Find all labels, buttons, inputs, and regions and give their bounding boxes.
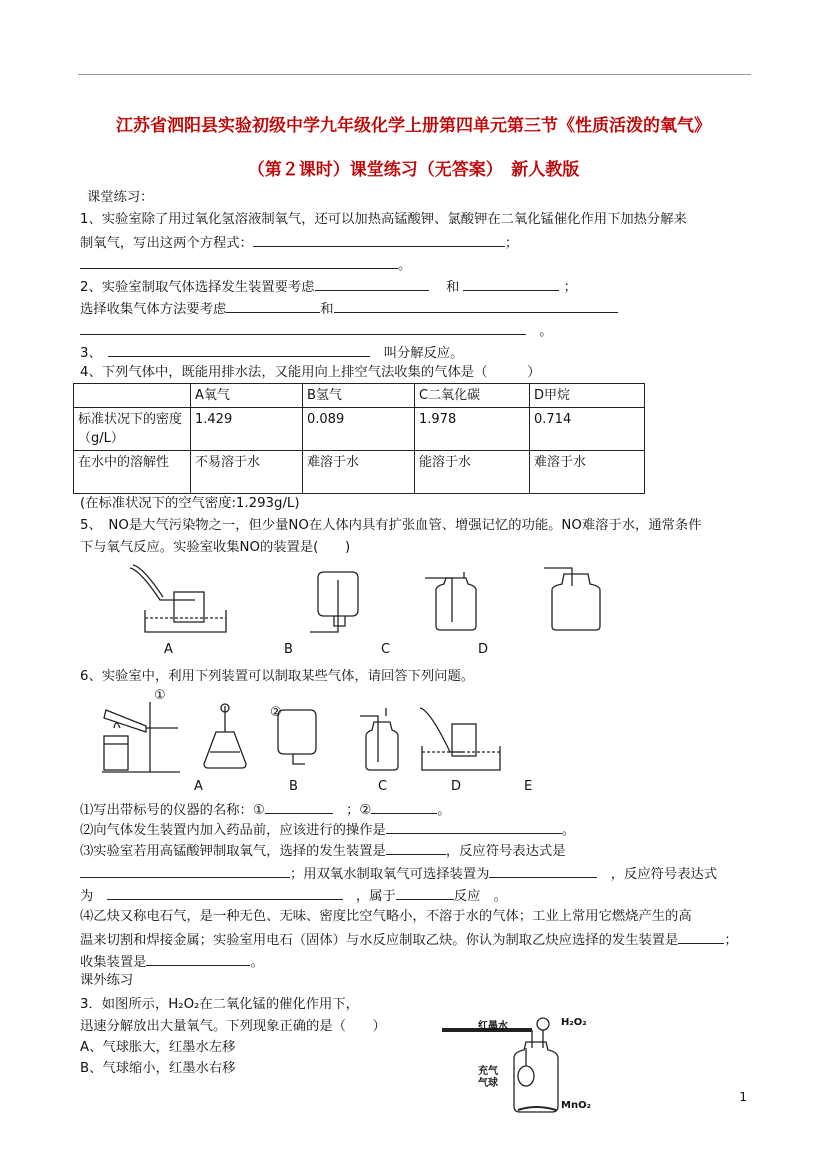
table-cell: 能溶于水 [415, 451, 530, 494]
q6-p4-blank-2[interactable] [146, 952, 250, 966]
q4-question: 4、下列气体中，既能用排水法，又能用向上排空气法收集的气体是（ ） [80, 365, 541, 380]
q6-p3-text-g: 反应 。 [453, 889, 507, 904]
table-cell: B氢气 [303, 384, 415, 408]
q2-blank-1[interactable] [315, 277, 429, 291]
q6-p3-text-a: ⑶实验室若用高锰酸钾制取氧气，选择的发生装置是 [80, 844, 386, 859]
q1-blank-2[interactable] [80, 255, 398, 269]
q6-p3-blank-1[interactable] [386, 841, 446, 855]
table-cell: 标准状况下的密度（g/L） [74, 408, 191, 451]
q6-marker-2: ② [270, 705, 282, 720]
q5-label-c: C [381, 642, 391, 657]
q5-apparatus-b [310, 572, 358, 632]
q6-part4-line2 [80, 930, 738, 950]
q3-line [80, 343, 463, 363]
q6-p4-text: 温来切割和焊接金属；实验室用电石（固体）与水反应制取乙炔。你认为制取乙炔应选择的发生装置是 [80, 933, 679, 948]
q1-blank-1[interactable] [253, 233, 505, 247]
q6-p1-blank-1[interactable] [265, 800, 333, 814]
q2-semi: ； [563, 280, 577, 295]
q6-p2-text: ⑵向气体发生装置内加入药品前，应该进行的操作是 [80, 823, 386, 838]
q5-label-a: A [164, 642, 173, 657]
q2-end: 。 [539, 324, 553, 339]
table-cell: D甲烷 [530, 384, 645, 408]
table-cell: 1.978 [415, 408, 530, 451]
q2-line3 [80, 321, 553, 341]
page-number: 1 [739, 1090, 747, 1104]
q6-p3-blank-5[interactable] [396, 886, 454, 900]
q1-line3 [80, 255, 411, 275]
q6-label-e: E [524, 779, 533, 794]
q6-p1-text-b: ；② [346, 803, 372, 818]
q5-apparatus-a [130, 565, 226, 632]
gas-properties-table [73, 383, 645, 494]
table-cell: 在水中的溶解性 [74, 451, 191, 494]
table-cell [74, 384, 191, 408]
q6-p3-text-f: ，属于 [355, 889, 396, 904]
q6-p3-blank-4[interactable] [107, 886, 343, 900]
q2-and: 和 [446, 280, 460, 295]
q5-apparatus-c [425, 572, 476, 630]
q6-label-a: A [194, 779, 203, 794]
table-cell: 0.089 [303, 408, 415, 451]
q1-line2-text: 制氧气，写出这两个方程式： [80, 236, 253, 251]
q6-p3-text-b: ，反应符号表达式是 [445, 844, 566, 859]
q6-part1 [80, 800, 451, 820]
doc-title-line1: 江苏省泗阳县实验初级中学九年级化学上册第四单元第三节《性质活泼的氧气》 [116, 116, 711, 136]
table-row [74, 408, 645, 451]
q6-apparatus-c [278, 710, 316, 764]
q6-p4-blank-1[interactable] [678, 930, 724, 944]
table-cell: 0.714 [530, 408, 645, 451]
q6-apparatus-figure [100, 688, 540, 776]
q5-line1: 5、 NO是大气污染物之一，但少量NO在人体内具有扩张血管、增强记忆的功能。NO难溶于水，通常条件 [80, 518, 702, 533]
q6-apparatus-b [204, 704, 246, 768]
q1-line2 [80, 233, 518, 253]
q6-p3-text-d: ，反应符号表达式 [610, 867, 718, 882]
doc-title-line2: （第２课时）课堂练习（无答案） 新人教版 [247, 160, 580, 180]
q6-p1-end: 。 [437, 803, 451, 818]
q4-note: (在标准状况下的空气密度:1.293g/L) [80, 496, 300, 511]
q6-apparatus-e [420, 708, 500, 770]
q6-p4-semi: ； [724, 933, 738, 948]
q6-apparatus-d [360, 708, 398, 770]
q7-option-a: A、气球胀大，红墨水左移 [80, 1040, 236, 1055]
q2-and-2: 和 [320, 302, 334, 317]
q5-apparatus-figure [100, 560, 620, 640]
table-cell: 难溶于水 [530, 451, 645, 494]
q2-text-a: 2、实验室制取气体选择发生装置要考虑 [80, 280, 315, 295]
q6-part3-line2 [80, 864, 717, 884]
q5-line2: 下与氧气反应。实验室收集NO的装置是( ) [80, 540, 351, 555]
q1-sep: ； [504, 236, 519, 251]
q7-label-ink: 红墨水 [478, 1021, 508, 1032]
q6-label-d: D [451, 779, 462, 794]
q6-intro: 6、实验室中，利用下列装置可以制取某些气体，请回答下列问题。 [80, 669, 475, 684]
section-class-heading: 课堂练习： [87, 190, 154, 205]
q2-blank-5[interactable] [80, 321, 526, 335]
q5-label-b: B [284, 642, 293, 657]
q2-line2 [80, 299, 618, 319]
q7-line1: 3．如图所示，H₂O₂在二氧化锰的催化作用下， [80, 997, 359, 1012]
q2-blank-3[interactable] [226, 299, 320, 313]
q5-apparatus-d [544, 568, 600, 630]
q6-part2 [80, 820, 575, 840]
q1-end: 。 [398, 258, 412, 273]
q7-line2: 迅速分解放出大量氧气。下列现象正确的是（ ） [80, 1019, 386, 1034]
q5-label-d: D [478, 642, 489, 657]
q6-part3-line1 [80, 841, 566, 861]
q6-apparatus-a [102, 702, 180, 772]
q7-label-balloon-2: 气球 [478, 1078, 498, 1089]
q2-blank-2[interactable] [463, 277, 559, 291]
q6-label-b: B [289, 779, 298, 794]
q6-p4-text-b: 收集装置是 [80, 955, 147, 970]
q3-blank[interactable] [108, 343, 370, 357]
table-header-row [74, 384, 645, 408]
table-cell: A氧气 [191, 384, 303, 408]
table-cell: 1.429 [191, 408, 303, 451]
header-rule [78, 74, 751, 75]
q6-p3-text-c: ；用双氧水制取氧气可选择装置为 [290, 867, 490, 882]
q6-p3-blank-2[interactable] [80, 864, 290, 878]
q7-option-b: B、气球缩小，红墨水右移 [80, 1061, 236, 1076]
table-row [74, 451, 645, 494]
table-cell: 难溶于水 [303, 451, 415, 494]
q6-p1-text: ⑴写出带标号的仪器的名称：① [80, 803, 265, 818]
q6-p2-end: 。 [561, 823, 576, 838]
q6-label-c: C [378, 779, 388, 794]
table-cell: C二氧化碳 [415, 384, 530, 408]
q6-part4-line3 [80, 952, 264, 972]
q2-line1 [80, 277, 577, 297]
q6-part4-line1: ⑷乙炔又称电石气，是一种无色、无味、密度比空气略小，不溶于水的气体；工业上常用它燃烧产生的高 [80, 909, 692, 924]
q3-suffix: 叫分解反应。 [383, 346, 464, 361]
q6-part3-line3 [80, 886, 507, 906]
q3-prefix: 3、 [80, 346, 96, 361]
q6-marker-1: ① [154, 688, 166, 703]
q7-label-mno2: MnO₂ [561, 1100, 591, 1111]
q7-label-h2o2: H₂O₂ [561, 1017, 587, 1028]
q1-line1: 1、实验室除了用过氧化氢溶液制氧气，还可以加热高锰酸钾、氯酸钾在二氧化锰催化作用下加热分解来 [80, 212, 687, 227]
q7-label-balloon-1: 充气 [478, 1066, 498, 1077]
q6-p1-blank-2[interactable] [371, 800, 437, 814]
q2-text-b: 选择收集气体方法要考虑 [80, 302, 227, 317]
q6-p4-end: 。 [250, 955, 264, 970]
q6-p3-text-e: 为 [80, 889, 94, 904]
section-extra-heading: 课外练习 [80, 973, 134, 988]
table-cell: 不易溶于水 [191, 451, 303, 494]
q6-p2-blank[interactable] [386, 820, 562, 834]
q6-p3-blank-3[interactable] [489, 864, 597, 878]
q2-blank-4[interactable] [334, 299, 618, 313]
